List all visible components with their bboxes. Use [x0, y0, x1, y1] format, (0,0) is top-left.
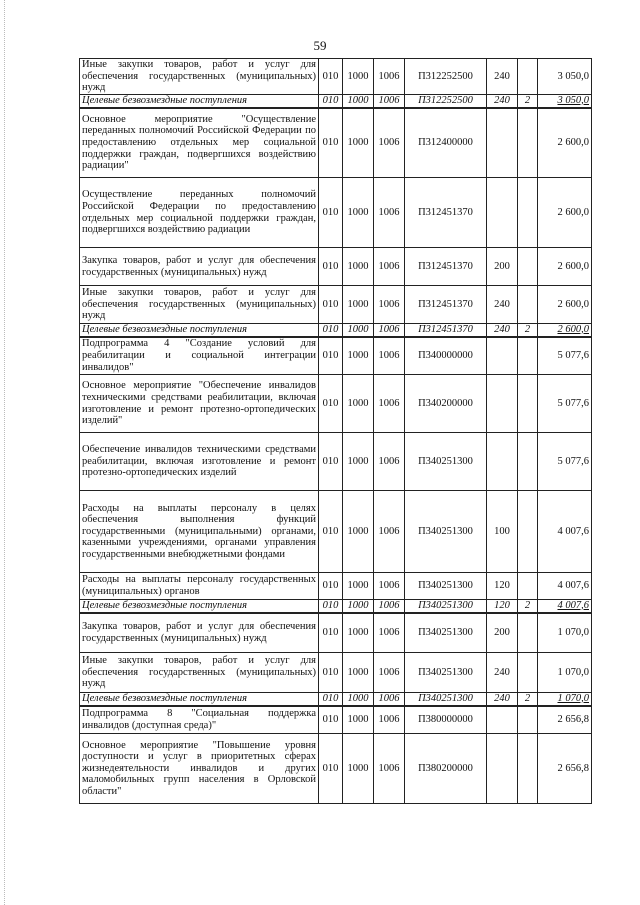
- amount: 3 050,0: [538, 95, 592, 108]
- section-code: 1000: [343, 59, 374, 95]
- table-row: [80, 178, 592, 248]
- amount: 2 600,0: [538, 108, 592, 178]
- amount: 1 070,0: [538, 693, 592, 706]
- expense-type-code: [487, 178, 518, 248]
- table-row: [80, 375, 592, 433]
- line-item-name: Основное мероприятие "Обеспечение инвалидов техническими средствами реабилитации, включая изготовление и ремонт протезно-ортопедических изделий": [80, 375, 319, 433]
- target-article-code: П340251300: [405, 600, 487, 613]
- subsection-code: 1006: [374, 178, 405, 248]
- amount: 2 600,0: [538, 178, 592, 248]
- subsection-code: 1006: [374, 433, 405, 491]
- ministry-code: 010: [319, 324, 343, 337]
- funding-source-code: 2: [518, 600, 538, 613]
- funding-source-code: 2: [518, 693, 538, 706]
- line-item-name: Подпрограмма 8 "Социальная поддержка инвалидов (доступная среда)": [80, 706, 319, 734]
- ministry-code: 010: [319, 59, 343, 95]
- ministry-code: 010: [319, 600, 343, 613]
- amount: 5 077,6: [538, 433, 592, 491]
- ministry-code: 010: [319, 286, 343, 324]
- funding-source-code: [518, 734, 538, 804]
- funding-source-code: [518, 573, 538, 600]
- amount: 5 077,6: [538, 337, 592, 375]
- line-item-name: Целевые безвозмездные поступления: [80, 324, 319, 337]
- funding-source-code: 2: [518, 95, 538, 108]
- amount: 4 007,6: [538, 491, 592, 573]
- ministry-code: 010: [319, 653, 343, 693]
- target-article-code: П340251300: [405, 491, 487, 573]
- ministry-code: 010: [319, 108, 343, 178]
- amount: 2 600,0: [538, 286, 592, 324]
- funding-source-code: [518, 178, 538, 248]
- table-row: [80, 734, 592, 804]
- expense-type-code: 200: [487, 248, 518, 286]
- line-item-name: Целевые безвозмездные поступления: [80, 95, 319, 108]
- table-row: [80, 95, 592, 108]
- expense-type-code: 240: [487, 95, 518, 108]
- table-row: [80, 706, 592, 734]
- subsection-code: 1006: [374, 375, 405, 433]
- amount: 1 070,0: [538, 613, 592, 653]
- amount: 1 070,0: [538, 653, 592, 693]
- subsection-code: 1006: [374, 600, 405, 613]
- amount: 3 050,0: [538, 59, 592, 95]
- target-article-code: П340251300: [405, 613, 487, 653]
- ministry-code: 010: [319, 375, 343, 433]
- section-code: 1000: [343, 734, 374, 804]
- expense-type-code: [487, 706, 518, 734]
- amount: 4 007,6: [538, 573, 592, 600]
- subsection-code: 1006: [374, 108, 405, 178]
- amount: 5 077,6: [538, 375, 592, 433]
- line-item-name: Целевые безвозмездные поступления: [80, 600, 319, 613]
- section-code: 1000: [343, 433, 374, 491]
- target-article-code: П340251300: [405, 693, 487, 706]
- amount: 2 656,8: [538, 706, 592, 734]
- ministry-code: 010: [319, 178, 343, 248]
- target-article-code: П312252500: [405, 59, 487, 95]
- target-article-code: П312400000: [405, 108, 487, 178]
- line-item-name: Осуществление переданных полномочий Российской Федерации по предоставлению отдельных мер социальной поддержки граждан, подвергшихся воздействию радиации: [80, 178, 319, 248]
- table-row: [80, 324, 592, 337]
- expense-type-code: 100: [487, 491, 518, 573]
- expense-type-code: 240: [487, 693, 518, 706]
- table-row: [80, 491, 592, 573]
- line-item-name: Иные закупки товаров, работ и услуг для обеспечения государственных (муниципальных) нужд: [80, 286, 319, 324]
- table-row: [80, 337, 592, 375]
- funding-source-code: [518, 337, 538, 375]
- subsection-code: 1006: [374, 653, 405, 693]
- budget-table: [79, 58, 592, 804]
- target-article-code: П340251300: [405, 573, 487, 600]
- ministry-code: 010: [319, 248, 343, 286]
- expense-type-code: 240: [487, 653, 518, 693]
- table-row: [80, 653, 592, 693]
- line-item-name: Иные закупки товаров, работ и услуг для обеспечения государственных (муниципальных) нужд: [80, 59, 319, 95]
- section-code: 1000: [343, 286, 374, 324]
- subsection-code: 1006: [374, 734, 405, 804]
- expense-type-code: [487, 108, 518, 178]
- target-article-code: П340200000: [405, 375, 487, 433]
- expense-type-code: 200: [487, 613, 518, 653]
- target-article-code: П312451370: [405, 248, 487, 286]
- section-code: 1000: [343, 693, 374, 706]
- subsection-code: 1006: [374, 337, 405, 375]
- target-article-code: П312451370: [405, 324, 487, 337]
- expense-type-code: 120: [487, 600, 518, 613]
- section-code: 1000: [343, 491, 374, 573]
- line-item-name: Закупка товаров, работ и услуг для обеспечения государственных (муниципальных) нужд: [80, 248, 319, 286]
- section-code: 1000: [343, 178, 374, 248]
- section-code: 1000: [343, 653, 374, 693]
- expense-type-code: [487, 433, 518, 491]
- target-article-code: П312451370: [405, 286, 487, 324]
- subsection-code: 1006: [374, 693, 405, 706]
- section-code: 1000: [343, 248, 374, 286]
- table-row: [80, 248, 592, 286]
- expense-type-code: [487, 734, 518, 804]
- ministry-code: 010: [319, 613, 343, 653]
- section-code: 1000: [343, 600, 374, 613]
- section-code: 1000: [343, 613, 374, 653]
- ministry-code: 010: [319, 433, 343, 491]
- section-code: 1000: [343, 375, 374, 433]
- table-row: [80, 573, 592, 600]
- ministry-code: 010: [319, 491, 343, 573]
- funding-source-code: [518, 706, 538, 734]
- table-row: [80, 613, 592, 653]
- section-code: 1000: [343, 95, 374, 108]
- table-row: [80, 433, 592, 491]
- line-item-name: Целевые безвозмездные поступления: [80, 693, 319, 706]
- target-article-code: П312451370: [405, 178, 487, 248]
- funding-source-code: [518, 491, 538, 573]
- funding-source-code: [518, 653, 538, 693]
- funding-source-code: [518, 248, 538, 286]
- page-number: 59: [313, 38, 327, 53]
- section-code: 1000: [343, 573, 374, 600]
- subsection-code: 1006: [374, 491, 405, 573]
- funding-source-code: 2: [518, 324, 538, 337]
- funding-source-code: [518, 375, 538, 433]
- funding-source-code: [518, 433, 538, 491]
- subsection-code: 1006: [374, 59, 405, 95]
- expense-type-code: 120: [487, 573, 518, 600]
- expense-type-code: 240: [487, 324, 518, 337]
- amount: 2 656,8: [538, 734, 592, 804]
- table-row: [80, 693, 592, 706]
- line-item-name: Иные закупки товаров, работ и услуг для обеспечения государственных (муниципальных) нужд: [80, 653, 319, 693]
- scan-edge-line: [4, 0, 7, 905]
- line-item-name: Основное мероприятие "Повышение уровня доступности и услуг в приоритетных сферах жизнедеятельности инвалидов и других маломобильных групп населения в Орловской области": [80, 734, 319, 804]
- section-code: 1000: [343, 324, 374, 337]
- table-row: [80, 600, 592, 613]
- section-code: 1000: [343, 706, 374, 734]
- expense-type-code: [487, 337, 518, 375]
- funding-source-code: [518, 613, 538, 653]
- line-item-name: Расходы на выплаты персоналу государственных (муниципальных) органов: [80, 573, 319, 600]
- target-article-code: П380200000: [405, 734, 487, 804]
- line-item-name: Обеспечение инвалидов техническими средствами реабилитации, включая изготовление и ремонт протезно-ортопедических изделий: [80, 433, 319, 491]
- expense-type-code: 240: [487, 59, 518, 95]
- ministry-code: 010: [319, 706, 343, 734]
- subsection-code: 1006: [374, 248, 405, 286]
- amount: 2 600,0: [538, 248, 592, 286]
- table-body: [80, 59, 592, 804]
- section-code: 1000: [343, 337, 374, 375]
- subsection-code: 1006: [374, 95, 405, 108]
- subsection-code: 1006: [374, 573, 405, 600]
- table-row: [80, 286, 592, 324]
- expense-type-code: [487, 375, 518, 433]
- target-article-code: П340000000: [405, 337, 487, 375]
- target-article-code: П380000000: [405, 706, 487, 734]
- line-item-name: Подпрограмма 4 "Создание условий для реабилитации и социальной интеграции инвалидов": [80, 337, 319, 375]
- line-item-name: Закупка товаров, работ и услуг для обеспечения государственных (муниципальных) нужд: [80, 613, 319, 653]
- ministry-code: 010: [319, 734, 343, 804]
- amount: 2 600,0: [538, 324, 592, 337]
- target-article-code: П340251300: [405, 653, 487, 693]
- funding-source-code: [518, 108, 538, 178]
- target-article-code: П340251300: [405, 433, 487, 491]
- target-article-code: П312252500: [405, 95, 487, 108]
- line-item-name: Расходы на выплаты персоналу в целях обеспечения выполнения функций государственными (муниципальными) органами, казенными учреждениями, органами управления государственными внебюджетными фондами: [80, 491, 319, 573]
- subsection-code: 1006: [374, 286, 405, 324]
- amount: 4 007,6: [538, 600, 592, 613]
- subsection-code: 1006: [374, 706, 405, 734]
- line-item-name: Основное мероприятие "Осуществление переданных полномочий Российской Федерации по предоставлению отдельных мер социальной поддержки граждан, подвергшихся воздействию радиации": [80, 108, 319, 178]
- section-code: 1000: [343, 108, 374, 178]
- expense-type-code: 240: [487, 286, 518, 324]
- funding-source-code: [518, 59, 538, 95]
- ministry-code: 010: [319, 337, 343, 375]
- funding-source-code: [518, 286, 538, 324]
- table-row: [80, 59, 592, 95]
- table-row: [80, 108, 592, 178]
- ministry-code: 010: [319, 573, 343, 600]
- ministry-code: 010: [319, 95, 343, 108]
- subsection-code: 1006: [374, 324, 405, 337]
- subsection-code: 1006: [374, 613, 405, 653]
- ministry-code: 010: [319, 693, 343, 706]
